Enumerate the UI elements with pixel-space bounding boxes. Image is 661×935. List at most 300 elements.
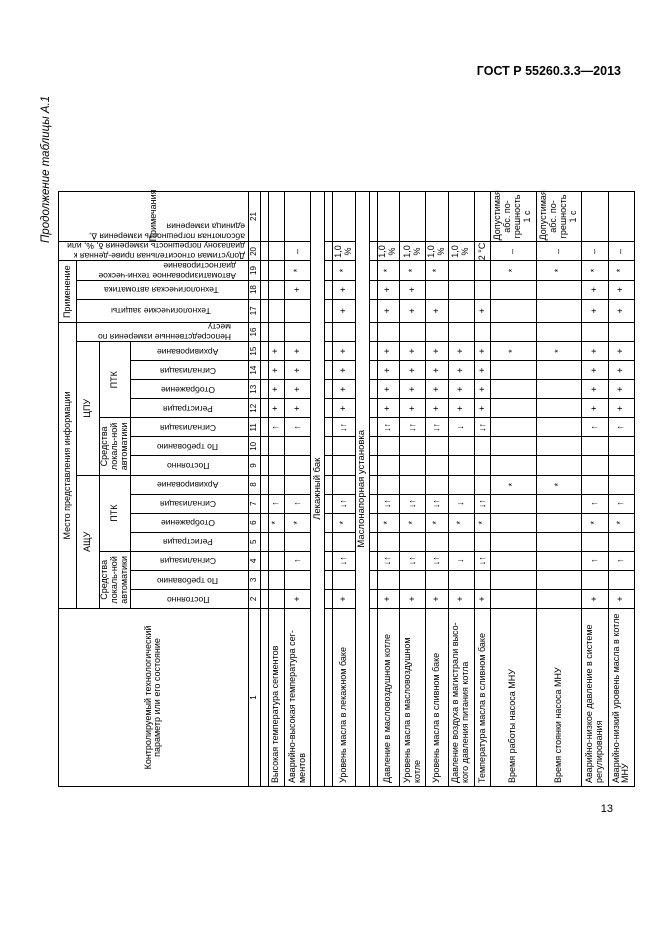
table-cell bbox=[490, 418, 536, 437]
table-cell bbox=[536, 494, 582, 513]
table-cell bbox=[490, 513, 536, 532]
table-row bbox=[608, 98, 635, 787]
table-cell: + bbox=[582, 589, 609, 608]
col-number: 18 bbox=[248, 280, 260, 299]
table-cell: + bbox=[475, 361, 491, 380]
accuracy-cell: 1,0 % bbox=[448, 242, 475, 261]
table-cell bbox=[426, 570, 448, 589]
table-cell: ↓↑ bbox=[333, 418, 355, 437]
table-cell: + bbox=[268, 399, 284, 418]
table-cell: + bbox=[399, 361, 426, 380]
table-cell bbox=[536, 589, 582, 608]
table-cell bbox=[536, 437, 582, 456]
table-cell bbox=[426, 322, 448, 341]
table-cell: + bbox=[377, 361, 399, 380]
table-cell bbox=[536, 570, 582, 589]
section-title: Маслонапорная установка bbox=[355, 191, 369, 786]
note-cell bbox=[284, 191, 311, 242]
header-col-7: Сигнализация bbox=[130, 494, 248, 513]
table-cell: + bbox=[333, 399, 355, 418]
table-cell: * bbox=[582, 261, 609, 280]
table-row bbox=[426, 98, 448, 787]
table-cell bbox=[268, 437, 284, 456]
parameter-name: Температура масла в сливном баке bbox=[475, 608, 491, 786]
table-cell bbox=[490, 380, 536, 399]
table-cell bbox=[536, 299, 582, 322]
table-cell bbox=[536, 322, 582, 341]
table-cell: + bbox=[377, 299, 399, 322]
table-cell bbox=[475, 532, 491, 551]
table-cell: ↓↑ bbox=[333, 494, 355, 513]
header-tech-protection: Технологические защиты bbox=[77, 299, 249, 322]
table-cell: * bbox=[582, 513, 609, 532]
table-cell: + bbox=[333, 342, 355, 361]
col-number: 16 bbox=[248, 322, 260, 341]
table-cell: + bbox=[475, 342, 491, 361]
table-cell: ↓ bbox=[448, 494, 475, 513]
table-cell: + bbox=[448, 589, 475, 608]
table-row bbox=[448, 98, 475, 787]
table-cell: + bbox=[608, 399, 635, 418]
table-cell: + bbox=[284, 399, 311, 418]
parameter-name: Аварийно-низкое давление в системе регулирования bbox=[582, 608, 609, 786]
table-cell: + bbox=[377, 589, 399, 608]
table-cell: + bbox=[333, 299, 355, 322]
table-cell: * bbox=[426, 261, 448, 280]
table-cell: + bbox=[582, 342, 609, 361]
table-cell bbox=[536, 456, 582, 475]
table-cell: + bbox=[268, 380, 284, 399]
table-cell bbox=[284, 299, 311, 322]
table-cell: + bbox=[284, 342, 311, 361]
table-cell: + bbox=[582, 361, 609, 380]
table-cell bbox=[490, 532, 536, 551]
table-cell: * bbox=[377, 261, 399, 280]
table-cell: + bbox=[608, 380, 635, 399]
table-cell: ↓↑ bbox=[475, 418, 491, 437]
table-cell: ↓↑ bbox=[475, 494, 491, 513]
parameter-name: Время стоянки насоса МНУ bbox=[536, 608, 582, 786]
table-cell bbox=[284, 532, 311, 551]
table-cell: + bbox=[399, 280, 426, 299]
table-cell bbox=[582, 570, 609, 589]
table-cell bbox=[333, 570, 355, 589]
accuracy-cell bbox=[268, 242, 284, 261]
spacer-row bbox=[260, 98, 268, 787]
table-row bbox=[536, 98, 582, 787]
col-number: 14 bbox=[248, 361, 260, 380]
table-cell bbox=[448, 570, 475, 589]
document-header: ГОСТ Р 55260.3.3—2013 bbox=[476, 64, 621, 78]
accuracy-cell: 2 °С bbox=[475, 242, 491, 261]
parameter-name: Давление в масловоздушном котле bbox=[377, 608, 399, 786]
table-cell: * bbox=[490, 475, 536, 494]
header-col-6: Отображение bbox=[130, 513, 248, 532]
table-cell: ↓↑ bbox=[399, 494, 426, 513]
header-col-15: Архивирование bbox=[130, 342, 248, 361]
table-cell: + bbox=[608, 342, 635, 361]
header-col-3: По требованию bbox=[130, 570, 248, 589]
table-cell bbox=[475, 437, 491, 456]
table-cell: * bbox=[536, 261, 582, 280]
header-application: Применение bbox=[59, 261, 77, 322]
header-cpu-local: Средства локаль-ной автоматики bbox=[100, 418, 131, 475]
table-cell bbox=[448, 322, 475, 341]
section-title: Лекажный бак bbox=[311, 191, 325, 786]
parameter-name: Время работы насоса МНУ bbox=[490, 608, 536, 786]
table-cell: * bbox=[377, 513, 399, 532]
table-cell: * bbox=[448, 513, 475, 532]
header-accuracy: Допустимая относительная приве-денная к диапазону погрешность измерения δ, %, или абсолютная погрешность измерения Δ, единица измерения bbox=[59, 242, 249, 261]
table-cell bbox=[608, 322, 635, 341]
table-cell bbox=[426, 532, 448, 551]
table-cell bbox=[268, 299, 284, 322]
accuracy-cell: – bbox=[608, 242, 635, 261]
table-cell: ↑ bbox=[284, 494, 311, 513]
table-cell: + bbox=[426, 299, 448, 322]
table-cell bbox=[377, 322, 399, 341]
table-cell bbox=[333, 475, 355, 494]
table-cell: ↓ bbox=[448, 418, 475, 437]
table-cell bbox=[268, 551, 284, 570]
table-cell: ↓↑ bbox=[377, 418, 399, 437]
section-header-row bbox=[355, 98, 369, 787]
table-cell: + bbox=[426, 399, 448, 418]
table-cell: ↓↑ bbox=[377, 494, 399, 513]
table-cell bbox=[490, 437, 536, 456]
table-cell bbox=[536, 280, 582, 299]
table-cell: ↓↑ bbox=[426, 418, 448, 437]
table-cell: * bbox=[608, 261, 635, 280]
table-cell bbox=[333, 437, 355, 456]
table-cell: ↑ bbox=[284, 418, 311, 437]
table-cell: + bbox=[377, 399, 399, 418]
header-param: Контролируемый технологический параметр или его состояние bbox=[59, 608, 249, 786]
table-cell: ↑ bbox=[582, 551, 609, 570]
table-cell: ↑ bbox=[608, 494, 635, 513]
table-row bbox=[490, 98, 536, 787]
note-cell bbox=[426, 191, 448, 242]
table-cell: + bbox=[448, 380, 475, 399]
col-number: 21 bbox=[248, 191, 260, 242]
table-cell: + bbox=[284, 280, 311, 299]
table-cell: * bbox=[333, 261, 355, 280]
table-cell: ↓↑ bbox=[377, 551, 399, 570]
spacer-row bbox=[325, 98, 333, 787]
table-cell: + bbox=[582, 380, 609, 399]
table-cell: + bbox=[399, 399, 426, 418]
table-cell bbox=[268, 280, 284, 299]
table-cell: ↓↑ bbox=[426, 494, 448, 513]
table-cell bbox=[399, 532, 426, 551]
header-col-10: По требованию bbox=[130, 437, 248, 456]
table-cell: + bbox=[333, 380, 355, 399]
table-row bbox=[268, 98, 284, 787]
table-cell bbox=[399, 570, 426, 589]
table-cell: + bbox=[399, 589, 426, 608]
table-cell bbox=[475, 261, 491, 280]
accuracy-cell: 1,0 % bbox=[377, 242, 399, 261]
note-cell bbox=[448, 191, 475, 242]
table-row bbox=[377, 98, 399, 787]
col-number: 8 bbox=[248, 475, 260, 494]
note-cell bbox=[608, 191, 635, 242]
parameter-name: Высокая температура сегментов bbox=[268, 608, 284, 786]
table-cell bbox=[608, 532, 635, 551]
table-cell: ↑ bbox=[268, 418, 284, 437]
note-cell bbox=[333, 191, 355, 242]
table-cell: + bbox=[333, 361, 355, 380]
table-cell bbox=[490, 361, 536, 380]
col-number: 20 bbox=[248, 242, 260, 261]
col-number: 2 bbox=[248, 589, 260, 608]
col-number: 6 bbox=[248, 513, 260, 532]
table-continuation-label: Продолжение таблицы А.1 bbox=[40, 96, 52, 244]
col-number: 7 bbox=[248, 494, 260, 513]
table-cell bbox=[608, 475, 635, 494]
table-cell bbox=[475, 280, 491, 299]
table-cell bbox=[426, 475, 448, 494]
table-cell: + bbox=[399, 342, 426, 361]
table-cell: * bbox=[490, 342, 536, 361]
table-cell: + bbox=[426, 589, 448, 608]
col-number: 12 bbox=[248, 399, 260, 418]
table-cell: + bbox=[582, 399, 609, 418]
table-cell bbox=[448, 437, 475, 456]
col-number: 19 bbox=[248, 261, 260, 280]
table-cell bbox=[448, 299, 475, 322]
note-cell bbox=[377, 191, 399, 242]
table-cell bbox=[582, 532, 609, 551]
table-cell bbox=[490, 280, 536, 299]
table-cell: + bbox=[475, 589, 491, 608]
table-cell: + bbox=[333, 280, 355, 299]
table-cell: * bbox=[490, 261, 536, 280]
table-row bbox=[284, 98, 311, 787]
header-col-14: Сигнализация bbox=[130, 361, 248, 380]
table-cell: + bbox=[399, 299, 426, 322]
accuracy-cell: – bbox=[490, 242, 536, 261]
parameter-name: Уровень масла в масловоздушном котле bbox=[399, 608, 426, 786]
table-cell: ↓↑ bbox=[399, 551, 426, 570]
note-cell: Допустимая абс. по-грешность 1 с bbox=[490, 191, 536, 242]
column-number-row bbox=[248, 98, 260, 787]
table-cell bbox=[377, 437, 399, 456]
table-cell bbox=[268, 456, 284, 475]
table-row bbox=[333, 98, 355, 787]
accuracy-cell: 1,0 % bbox=[426, 242, 448, 261]
table-cell bbox=[475, 322, 491, 341]
table-cell bbox=[448, 456, 475, 475]
table-cell bbox=[448, 261, 475, 280]
table-cell: ↑ bbox=[268, 494, 284, 513]
table-cell: ↓↑ bbox=[333, 551, 355, 570]
table-cell bbox=[490, 399, 536, 418]
table-cell: + bbox=[399, 380, 426, 399]
header-col-13: Отображение bbox=[130, 380, 248, 399]
table-cell: ↓↑ bbox=[426, 551, 448, 570]
table-cell bbox=[608, 437, 635, 456]
table-cell bbox=[582, 456, 609, 475]
header-place: Место представления информации bbox=[59, 322, 77, 608]
header-col-11: Сигнализация bbox=[130, 418, 248, 437]
table-cell bbox=[608, 570, 635, 589]
table-cell: + bbox=[284, 361, 311, 380]
table-header bbox=[59, 98, 269, 787]
table-cell: ↓ bbox=[448, 551, 475, 570]
note-cell bbox=[399, 191, 426, 242]
table-cell: * bbox=[284, 261, 311, 280]
header-cpu-ptk: ПТК bbox=[100, 342, 131, 418]
header-direct: Непосредственные измерения по месту bbox=[77, 322, 249, 341]
table-cell: * bbox=[475, 513, 491, 532]
col-number: 3 bbox=[248, 570, 260, 589]
table-cell: + bbox=[608, 589, 635, 608]
table-cell bbox=[536, 418, 582, 437]
table-cell: + bbox=[426, 361, 448, 380]
col-number: 1 bbox=[248, 608, 260, 786]
accuracy-cell: – bbox=[536, 242, 582, 261]
table-cell bbox=[490, 299, 536, 322]
table-cell bbox=[536, 380, 582, 399]
rotated-table-container bbox=[58, 97, 630, 787]
col-number: 4 bbox=[248, 551, 260, 570]
table-row bbox=[399, 98, 426, 787]
header-ascu: АЩУ bbox=[77, 475, 100, 608]
table-cell bbox=[333, 456, 355, 475]
note-cell: Допустимая абс. по-грешность 1 с bbox=[536, 191, 582, 242]
table-cell: + bbox=[475, 399, 491, 418]
table-cell bbox=[399, 322, 426, 341]
table-cell bbox=[490, 322, 536, 341]
table-cell bbox=[333, 532, 355, 551]
table-cell: * bbox=[399, 261, 426, 280]
table-cell: ↑ bbox=[608, 551, 635, 570]
table-cell: ↑ bbox=[284, 551, 311, 570]
header-col-4: Сигнализация bbox=[130, 551, 248, 570]
table-cell bbox=[268, 322, 284, 341]
table-cell bbox=[268, 532, 284, 551]
table-cell: ↑ bbox=[582, 494, 609, 513]
table-cell: * bbox=[284, 513, 311, 532]
table-cell: + bbox=[333, 589, 355, 608]
table-cell bbox=[399, 456, 426, 475]
table-cell bbox=[536, 513, 582, 532]
note-cell bbox=[268, 191, 284, 242]
table-cell: + bbox=[268, 361, 284, 380]
table-cell: * bbox=[426, 513, 448, 532]
table-cell bbox=[426, 437, 448, 456]
table-cell: + bbox=[608, 280, 635, 299]
header-ascu-ptk: ПТК bbox=[100, 475, 131, 551]
table-cell: ↑ bbox=[608, 418, 635, 437]
table-cell bbox=[284, 437, 311, 456]
table-cell bbox=[377, 456, 399, 475]
parameter-name: Аварийно-низкий уровень масла в котле МНУ bbox=[608, 608, 635, 786]
table-cell bbox=[399, 437, 426, 456]
table-cell: + bbox=[475, 380, 491, 399]
table-cell bbox=[490, 589, 536, 608]
table-cell bbox=[536, 532, 582, 551]
table-cell bbox=[608, 456, 635, 475]
table-cell: + bbox=[448, 361, 475, 380]
header-auto-diag: Автоматизированное техни-ческое диагностирование bbox=[77, 261, 249, 280]
page-number: 13 bbox=[600, 803, 613, 815]
header-tech-automation: Технологическая автоматика bbox=[77, 280, 249, 299]
table-row bbox=[582, 98, 609, 787]
table-cell bbox=[536, 361, 582, 380]
table-cell bbox=[536, 551, 582, 570]
table-cell: + bbox=[582, 280, 609, 299]
table-cell bbox=[268, 589, 284, 608]
accuracy-cell: 1,0 % bbox=[399, 242, 426, 261]
parameter-name: Уровень масла в лекажном баке bbox=[333, 608, 355, 786]
header-cpu: ЦПУ bbox=[77, 342, 100, 475]
note-cell bbox=[475, 191, 491, 242]
table-cell: * bbox=[608, 513, 635, 532]
header-ascu-local: Средства локаль-ной автоматики bbox=[100, 551, 131, 608]
table-cell: ↓↑ bbox=[399, 418, 426, 437]
table-cell bbox=[268, 570, 284, 589]
note-cell bbox=[582, 191, 609, 242]
table-cell bbox=[490, 456, 536, 475]
table-cell bbox=[475, 456, 491, 475]
table-cell bbox=[333, 322, 355, 341]
table-cell bbox=[426, 456, 448, 475]
table-cell: * bbox=[536, 342, 582, 361]
col-number: 13 bbox=[248, 380, 260, 399]
col-number: 17 bbox=[248, 299, 260, 322]
table-cell: + bbox=[377, 342, 399, 361]
table-row bbox=[475, 98, 491, 787]
col-number: 5 bbox=[248, 532, 260, 551]
table-cell bbox=[475, 475, 491, 494]
table-cell bbox=[490, 494, 536, 513]
table-cell: + bbox=[284, 380, 311, 399]
table-cell bbox=[284, 456, 311, 475]
table-cell: * bbox=[536, 475, 582, 494]
parameter-name: Аварийно-высокая температура сег-ментов bbox=[284, 608, 311, 786]
accuracy-cell: – bbox=[284, 242, 311, 261]
header-col-2: Постоянно bbox=[130, 589, 248, 608]
table-cell: + bbox=[608, 299, 635, 322]
table-cell: + bbox=[377, 380, 399, 399]
table-cell bbox=[284, 475, 311, 494]
table-cell bbox=[399, 475, 426, 494]
table-cell bbox=[377, 570, 399, 589]
table-cell bbox=[268, 475, 284, 494]
col-number: 9 bbox=[248, 456, 260, 475]
table-cell bbox=[426, 280, 448, 299]
table-cell bbox=[377, 475, 399, 494]
header-col-9: Постоянно bbox=[130, 456, 248, 475]
table-cell bbox=[448, 280, 475, 299]
col-number: 10 bbox=[248, 437, 260, 456]
table-cell bbox=[536, 399, 582, 418]
table-cell bbox=[582, 437, 609, 456]
table-cell bbox=[582, 322, 609, 341]
section-header-row bbox=[311, 98, 325, 787]
table-cell: ↑ bbox=[582, 418, 609, 437]
table-cell: + bbox=[448, 399, 475, 418]
col-number: 11 bbox=[248, 418, 260, 437]
header-notes: Примечания bbox=[59, 191, 249, 242]
table-cell bbox=[490, 570, 536, 589]
table-cell bbox=[284, 570, 311, 589]
table-cell: + bbox=[608, 361, 635, 380]
accuracy-cell: 1,0 % bbox=[333, 242, 355, 261]
parameters-table bbox=[58, 97, 635, 787]
